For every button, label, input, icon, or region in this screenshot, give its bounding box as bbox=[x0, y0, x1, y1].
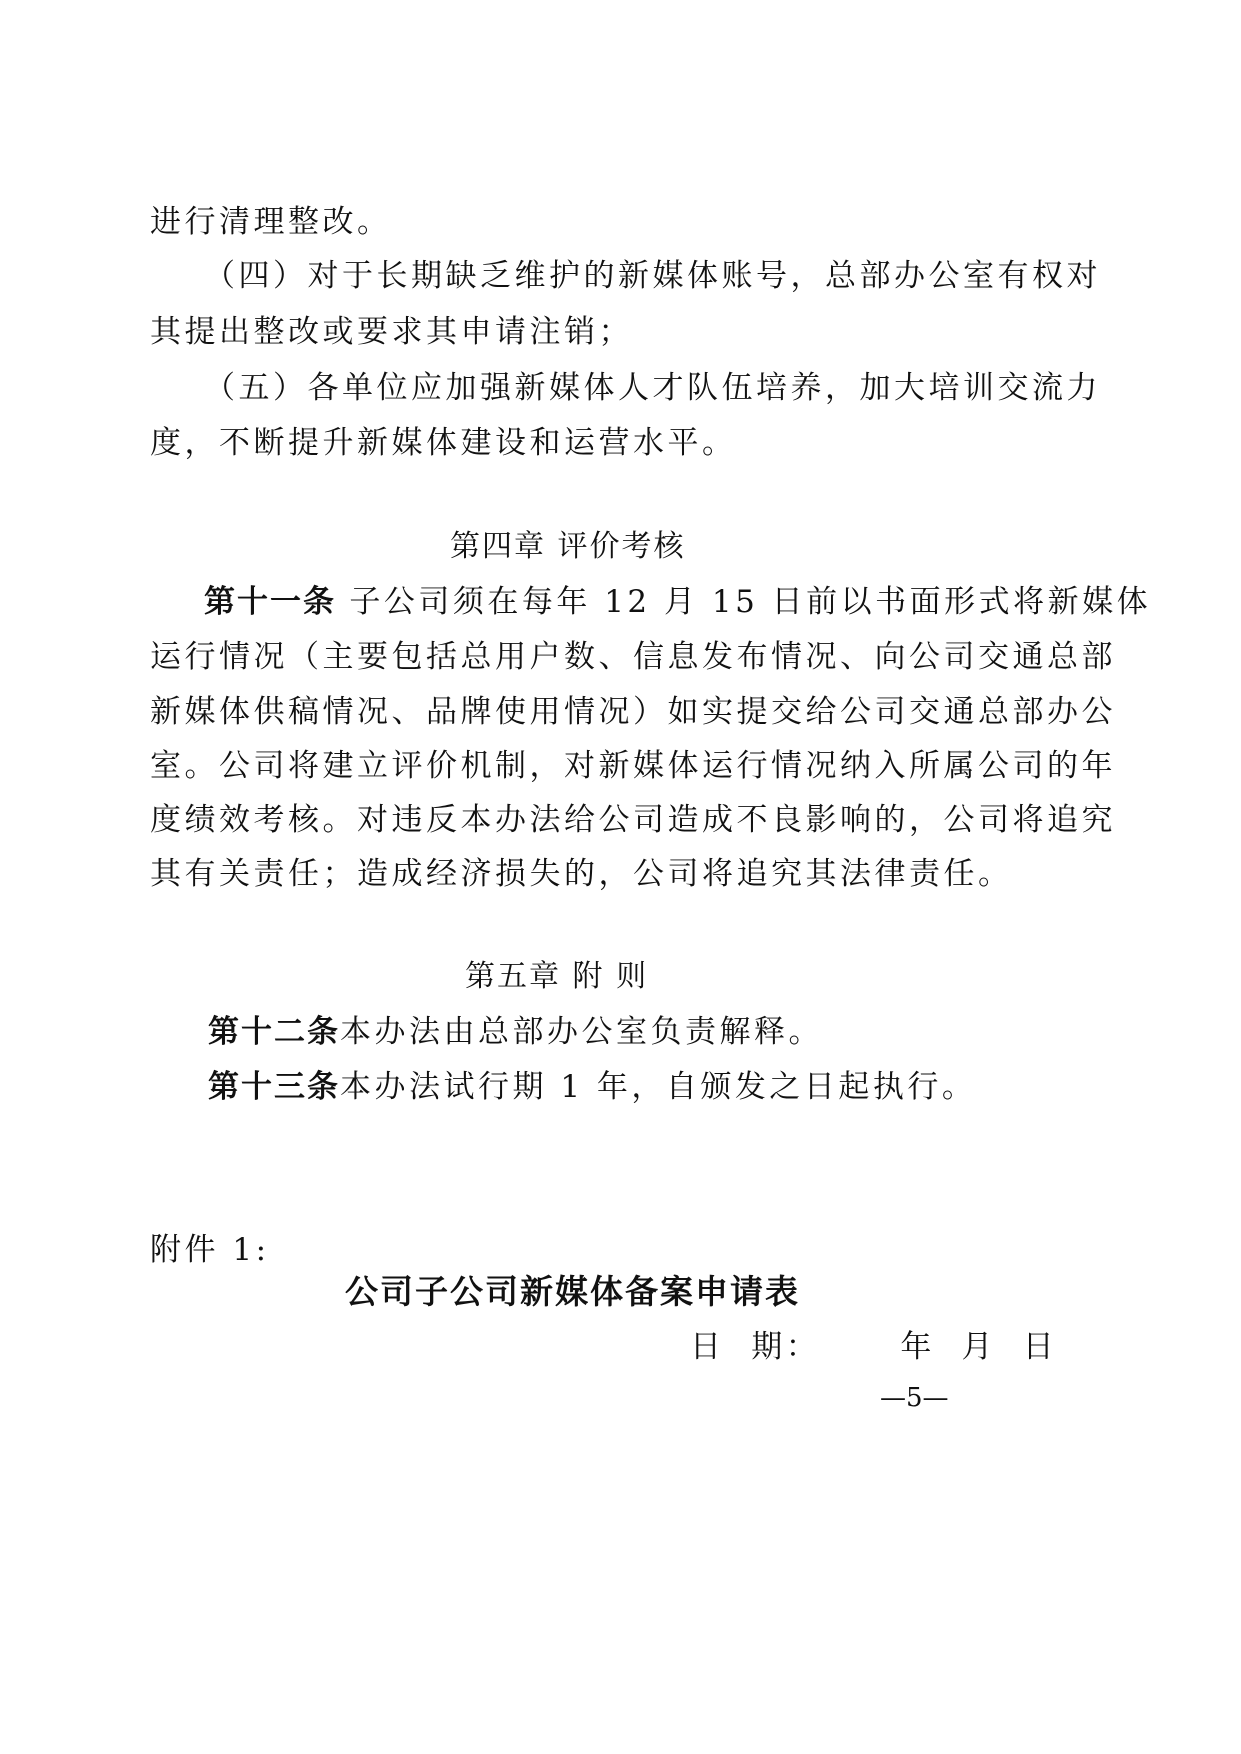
article-line bbox=[208, 1012, 823, 1052]
paragraph-line: 度绩效考核。对违反本办法给公司造成不良影响的，公司将追究 bbox=[150, 802, 1116, 838]
article-label: 第十一条 bbox=[204, 584, 336, 620]
attachment-label: 附件 1: bbox=[150, 1232, 270, 1268]
date-line: 日 期： 年 月 日 bbox=[690, 1329, 1058, 1365]
chapter-heading: 第五章 附 则 bbox=[465, 959, 649, 994]
paragraph-line: 新媒体供稿情况、品牌使用情况）如实提交给公司交通总部办公 bbox=[150, 694, 1116, 730]
article-label: 第十二条 bbox=[208, 1014, 340, 1050]
paragraph-line: 其提出整改或要求其申请注销； bbox=[150, 314, 633, 350]
chapter-heading: 第四章 评价考核 bbox=[450, 529, 686, 564]
paragraph-line: 运行情况（主要包括总用户数、信息发布情况、向公司交通总部 bbox=[150, 639, 1116, 675]
paragraph-line: （四）对于长期缺乏维护的新媒体账号，总部办公室有权对 bbox=[204, 258, 1101, 294]
paragraph-line: （五）各单位应加强新媒体人才队伍培养，加大培训交流力 bbox=[204, 370, 1101, 406]
paragraph-line: 度，不断提升新媒体建设和运营水平。 bbox=[150, 425, 737, 461]
page-number: —5— bbox=[880, 1383, 949, 1413]
form-title: 公司子公司新媒体备案申请表 bbox=[345, 1272, 800, 1311]
article-text: 本办法由总部办公室负责解释。 bbox=[340, 1014, 823, 1050]
paragraph-line: 室。公司将建立评价机制，对新媒体运行情况纳入所属公司的年 bbox=[150, 748, 1116, 784]
article-line bbox=[204, 582, 1151, 622]
article-line bbox=[208, 1067, 976, 1107]
article-text: 本办法试行期 1 年，自颁发之日起执行。 bbox=[340, 1069, 977, 1105]
article-text: 子公司须在每年 12 月 15 日前以书面形式将新媒体 bbox=[349, 584, 1152, 620]
paragraph-line: 进行清理整改。 bbox=[150, 204, 392, 240]
article-label: 第十三条 bbox=[208, 1069, 340, 1105]
paragraph-line: 其有关责任；造成经济损失的，公司将追究其法律责任。 bbox=[150, 856, 1013, 892]
